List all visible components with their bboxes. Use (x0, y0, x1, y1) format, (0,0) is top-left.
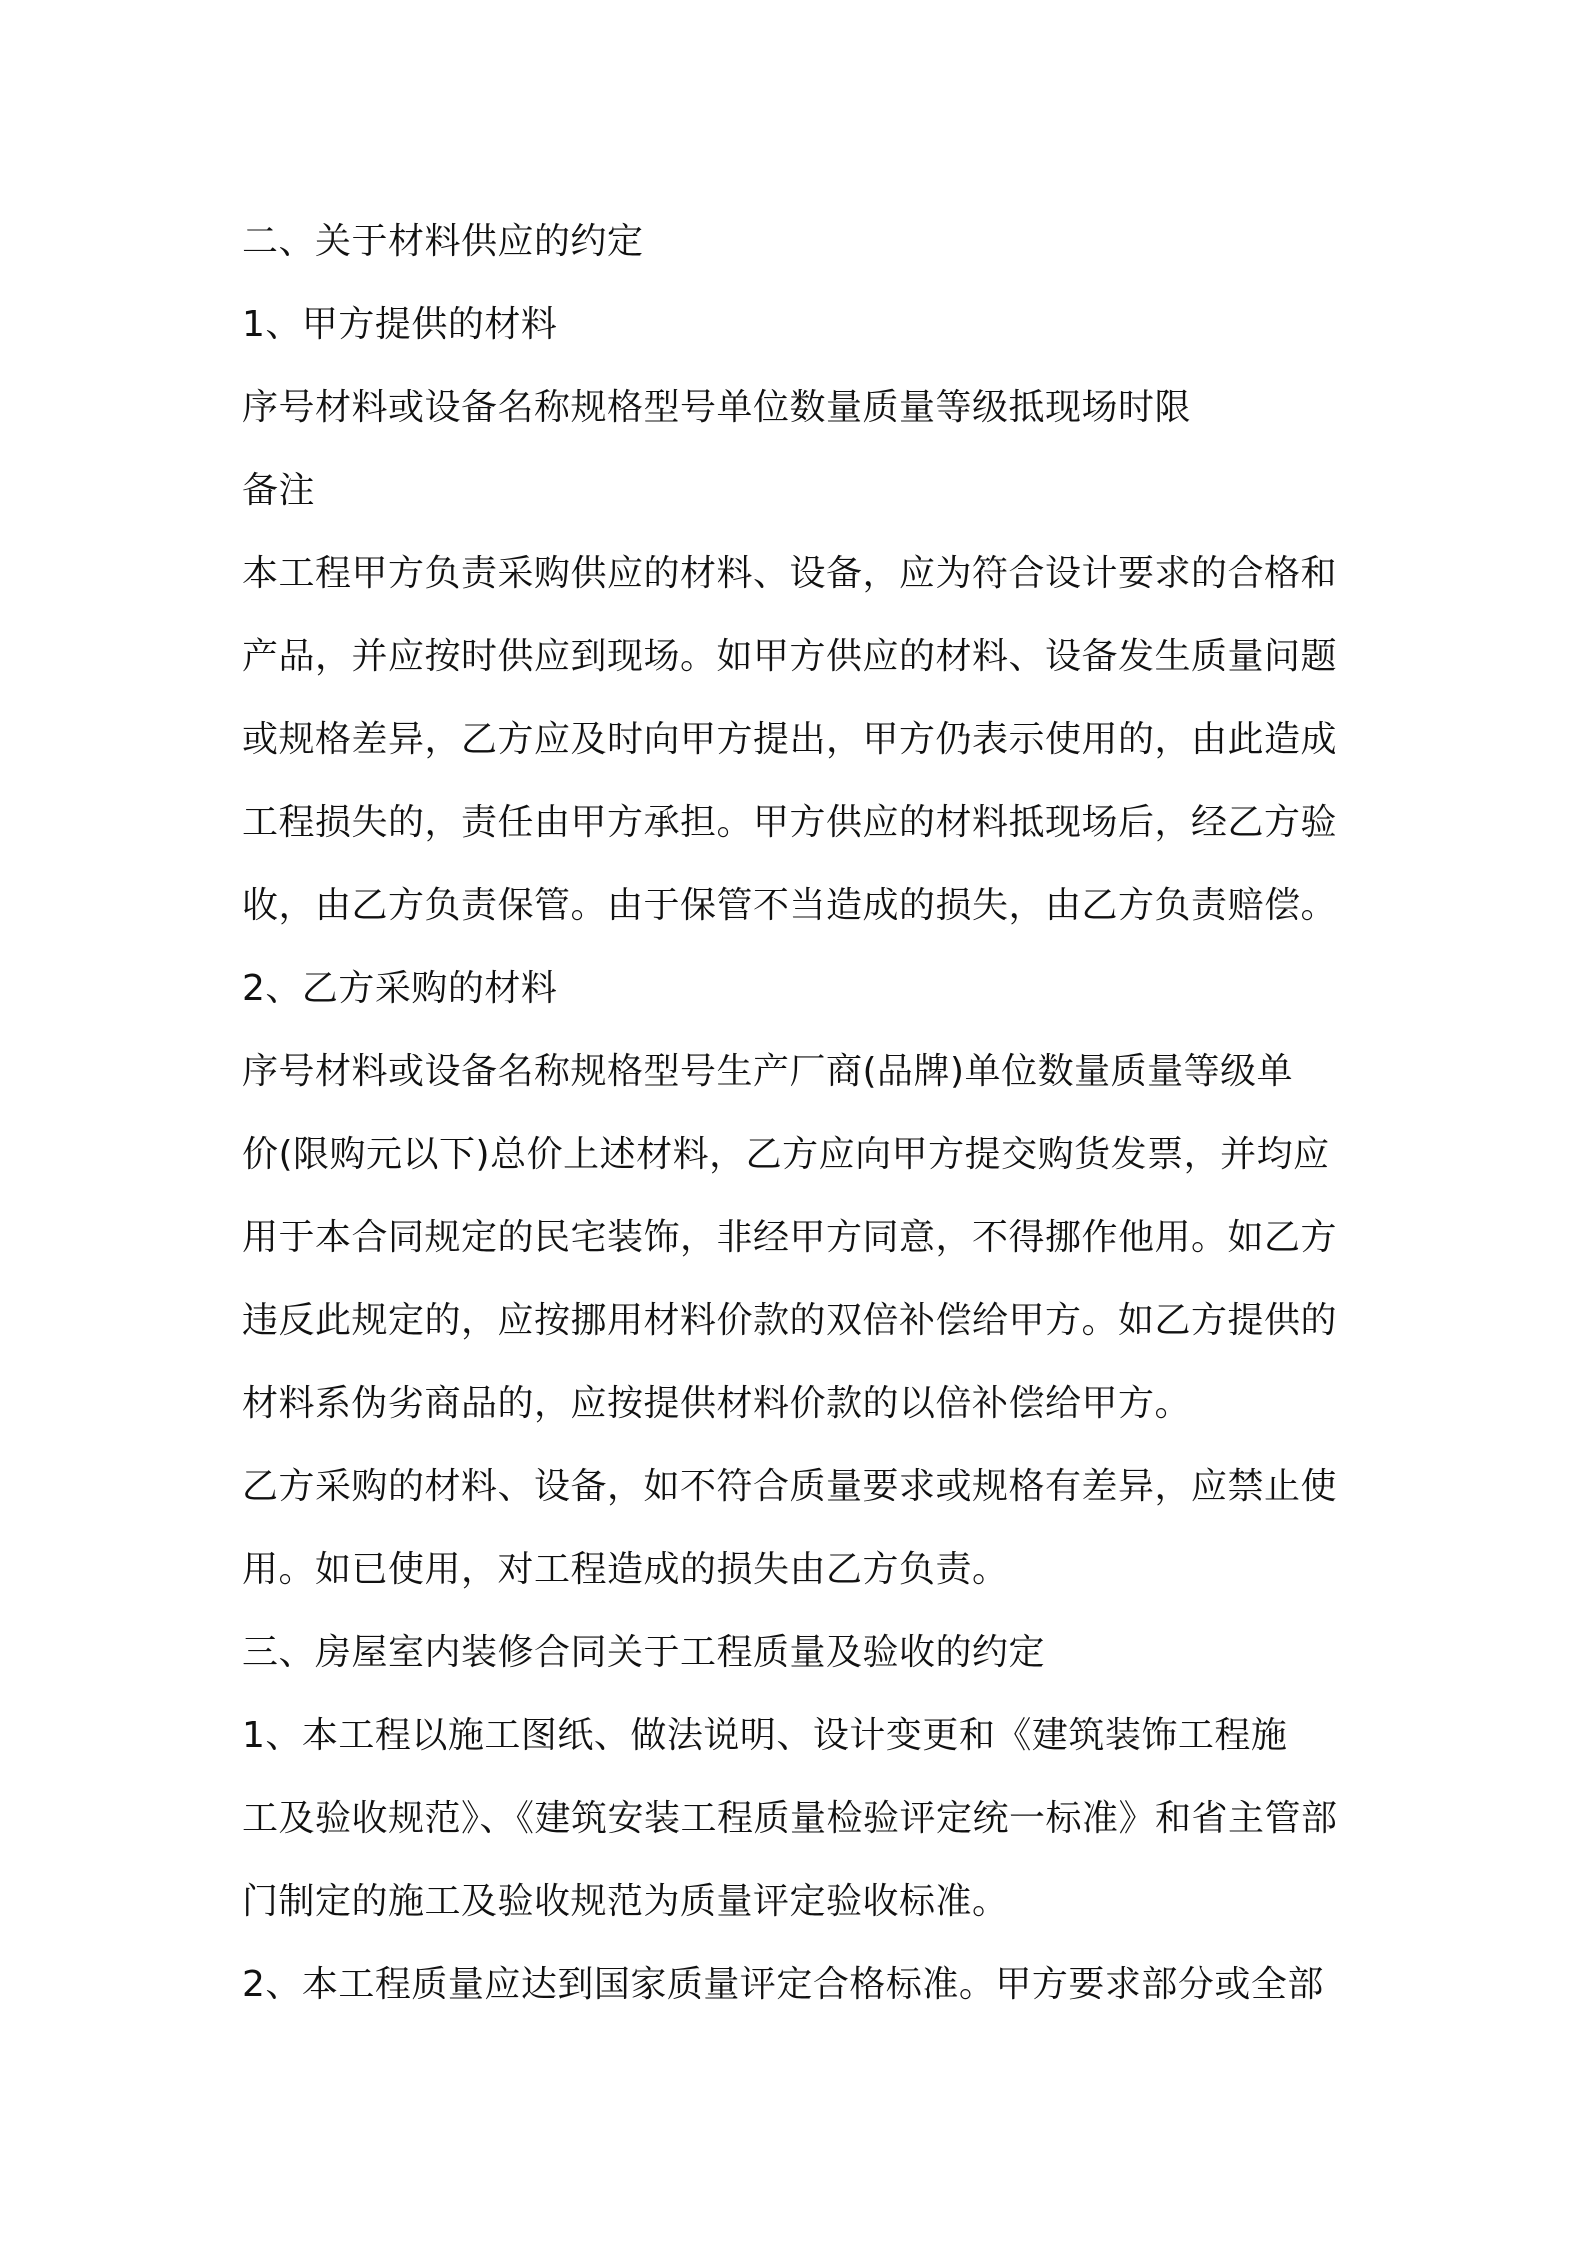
paragraph-line: 1、本工程以施工图纸、做法说明、设计变更和《建筑装饰工程施 (242, 1715, 1288, 1756)
paragraph-line: 用于本合同规定的民宅装饰，非经甲方同意，不得挪作他用。如乙方 (242, 1217, 1338, 1258)
paragraph-line: 收，由乙方负责保管。由于保管不当造成的损失，由乙方负责赔偿。 (242, 885, 1338, 926)
table-header-line: 序号材料或设备名称规格型号单位数量质量等级抵现场时限 (242, 387, 1192, 428)
subheading-party-a-materials: 1、甲方提供的材料 (242, 304, 558, 345)
paragraph-line: 价(限购元以下)总价上述材料，乙方应向甲方提交购货发票，并均应 (242, 1134, 1330, 1175)
paragraph-line: 本工程甲方负责采购供应的材料、设备，应为符合设计要求的合格和 (242, 553, 1338, 594)
paragraph-line: 用。如已使用，对工程造成的损失由乙方负责。 (242, 1549, 1009, 1590)
paragraph-line: 乙方采购的材料、设备，如不符合质量要求或规格有差异，应禁止使 (242, 1466, 1338, 1507)
paragraph-line: 材料系伪劣商品的，应按提供材料价款的以倍补偿给甲方。 (242, 1383, 1192, 1424)
table-header-remark: 备注 (242, 470, 316, 511)
paragraph-line: 产品，并应按时供应到现场。如甲方供应的材料、设备发生质量问题 (242, 636, 1338, 677)
document-body (242, 200, 1362, 2026)
paragraph-line: 2、本工程质量应达到国家质量评定合格标准。甲方要求部分或全部 (242, 1964, 1324, 2005)
section-heading-quality: 三、房屋室内装修合同关于工程质量及验收的约定 (242, 1632, 1046, 1673)
subheading-party-b-materials: 2、乙方采购的材料 (242, 968, 558, 1009)
section-heading-materials: 二、关于材料供应的约定 (242, 221, 644, 262)
paragraph-line: 或规格差异，乙方应及时向甲方提出，甲方仍表示使用的，由此造成 (242, 719, 1338, 760)
paragraph-line: 工程损失的，责任由甲方承担。甲方供应的材料抵现场后，经乙方验 (242, 802, 1338, 843)
paragraph-line: 违反此规定的，应按挪用材料价款的双倍补偿给甲方。如乙方提供的 (242, 1300, 1338, 1341)
paragraph-line: 工及验收规范》、《建筑安装工程质量检验评定统一标准》和省主管部 (242, 1798, 1338, 1839)
table-header-line: 序号材料或设备名称规格型号生产厂商(品牌)单位数量质量等级单 (242, 1051, 1294, 1092)
paragraph-line: 门制定的施工及验收规范为质量评定验收标准。 (242, 1881, 1009, 1922)
